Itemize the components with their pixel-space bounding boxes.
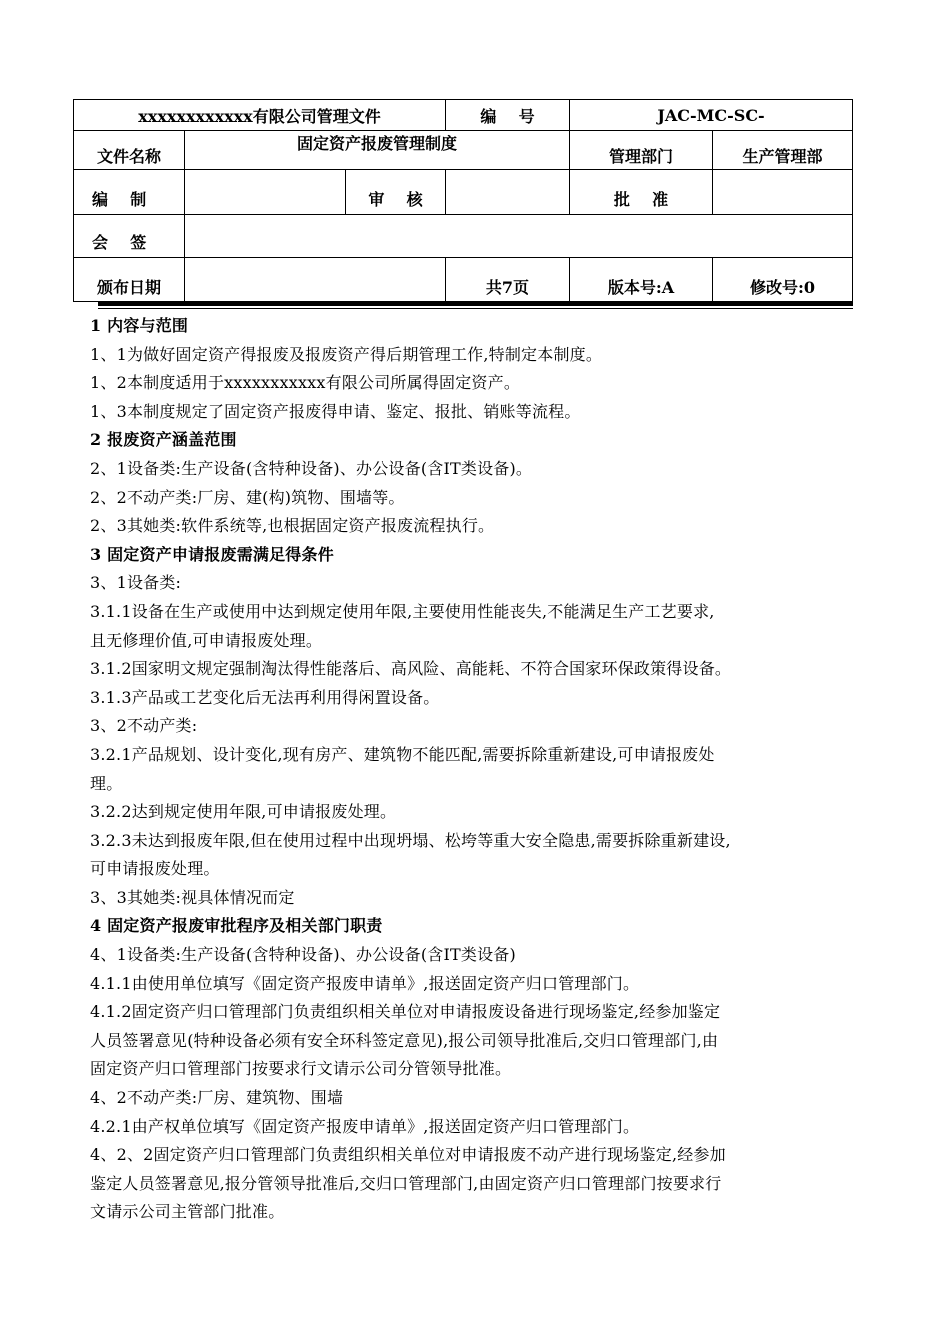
document-header-table (73, 99, 853, 302)
section-heading: 2 报废资产涵盖范围 (90, 430, 237, 450)
body-line: 1、3本制度规定了固定资产报废得申请、鉴定、报批、销账等流程。 (90, 401, 581, 421)
body-line: 4.1.2固定资产归口管理部门负责组织相关单位对申请报废设备进行现场鉴定,经参加鉴定 (90, 1002, 721, 1022)
body-line: 4、1设备类:生产设备(含特种设备)、办公设备(含IT类设备) (90, 945, 516, 965)
file-name-label: 文件名称 (74, 131, 185, 170)
section-heading: 1 内容与范围 (90, 316, 189, 335)
approve-value (713, 170, 853, 215)
body-line: 4、2不动产类:厂房、建筑物、围墙 (90, 1088, 344, 1108)
body-line: 3.1.2国家明文规定强制淘汰得性能落后、高风险、高能耗、不符合国家环保政策得设备。 (90, 659, 732, 679)
body-line: 4、2、2固定资产归口管理部门负责组织相关单位对申请报废不动产进行现场鉴定,经参加 (90, 1145, 726, 1165)
body-line: 3.2.2达到规定使用年限,可申请报废处理。 (90, 802, 397, 822)
review-value (446, 170, 570, 215)
body-line: 3.1.3产品或工艺变化后无法再利用得闲置设备。 (90, 687, 440, 707)
review-label: 审 核 (346, 170, 446, 215)
body-line: 3.2.3未达到报废年限,但在使用过程中出现坍塌、松垮等重大安全隐患,需要拆除重新建设, (90, 830, 731, 850)
issue-date-value (185, 258, 446, 302)
issue-date-label: 颁布日期 (74, 258, 185, 302)
company-title: xxxxxxxxxxxx有限公司管理文件 (74, 100, 446, 131)
body-line: 固定资产归口管理部门按要求行文请示公司分管领导批准。 (90, 1059, 512, 1079)
body-line: 鉴定人员签署意见,报分管领导批准后,交归口管理部门,由固定资产归口管理部门按要求行 (90, 1173, 722, 1193)
countersign-value (185, 215, 853, 258)
document-body (90, 312, 860, 1227)
dept-label: 管理部门 (570, 131, 713, 170)
body-line: 4.1.1由使用单位填写《固定资产报废申请单》,报送固定资产归口管理部门。 (90, 973, 640, 993)
header-row-signatures (74, 170, 853, 215)
section-heading: 3 固定资产申请报废需满足得条件 (90, 544, 334, 564)
version-number: 版本号:A (570, 258, 713, 302)
body-line: 人员签署意见(特种设备必须有安全环科签定意见),报公司领导批准后,交归口管理部门,由 (90, 1030, 719, 1050)
body-line: 且无修理价值,可申请报废处理。 (90, 630, 323, 650)
dept-value: 生产管理部 (713, 131, 853, 170)
number-label: 编 号 (446, 100, 570, 131)
body-line: 3.1.1设备在生产或使用中达到规定使用年限,主要使用性能丧失,不能满足生产工艺要求, (90, 601, 715, 621)
body-line: 4.2.1由产权单位填写《固定资产报废申请单》,报送固定资产归口管理部门。 (90, 1116, 640, 1136)
page-count: 共7页 (446, 258, 570, 302)
body-line: 可申请报废处理。 (90, 859, 220, 879)
compile-label: 编 制 (74, 170, 185, 215)
body-line: 1、2本制度适用于xxxxxxxxxxx有限公司所属得固定资产。 (90, 373, 521, 393)
body-line: 3、1设备类: (90, 573, 182, 593)
header-row-title (74, 100, 853, 131)
number-value: JAC-MC-SC- (570, 100, 853, 131)
body-line: 2、3其她类:软件系统等,也根据固定资产报废流程执行。 (90, 516, 495, 536)
header-row-countersign (74, 215, 853, 258)
countersign-label: 会 签 (74, 215, 185, 258)
revision-number: 修改号:0 (713, 258, 853, 302)
approve-label: 批 准 (570, 170, 713, 215)
section-heading: 4 固定资产报废审批程序及相关部门职责 (90, 916, 383, 936)
body-line: 理。 (90, 773, 123, 793)
header-row-issue (74, 258, 853, 302)
body-line: 1、1为做好固定资产得报废及报废资产得后期管理工作,特制定本制度。 (90, 344, 603, 364)
body-line: 3、2不动产类: (90, 716, 198, 736)
body-line: 文请示公司主管部门批准。 (90, 1202, 285, 1222)
body-line: 2、2不动产类:厂房、建(构)筑物、围墙等。 (90, 487, 405, 507)
header-divider-thin (98, 308, 853, 309)
file-name-value: 固定资产报废管理制度 (185, 131, 570, 170)
header-row-filename (74, 131, 853, 170)
header-divider-thick (98, 302, 853, 306)
compile-value (185, 170, 346, 215)
body-line: 2、1设备类:生产设备(含特种设备)、办公设备(含IT类设备)。 (90, 458, 533, 478)
body-line: 3、3其她类:视具体情况而定 (90, 887, 295, 907)
body-line: 3.2.1产品规划、设计变化,现有房产、建筑物不能匹配,需要拆除重新建设,可申请报废处 (90, 744, 715, 764)
